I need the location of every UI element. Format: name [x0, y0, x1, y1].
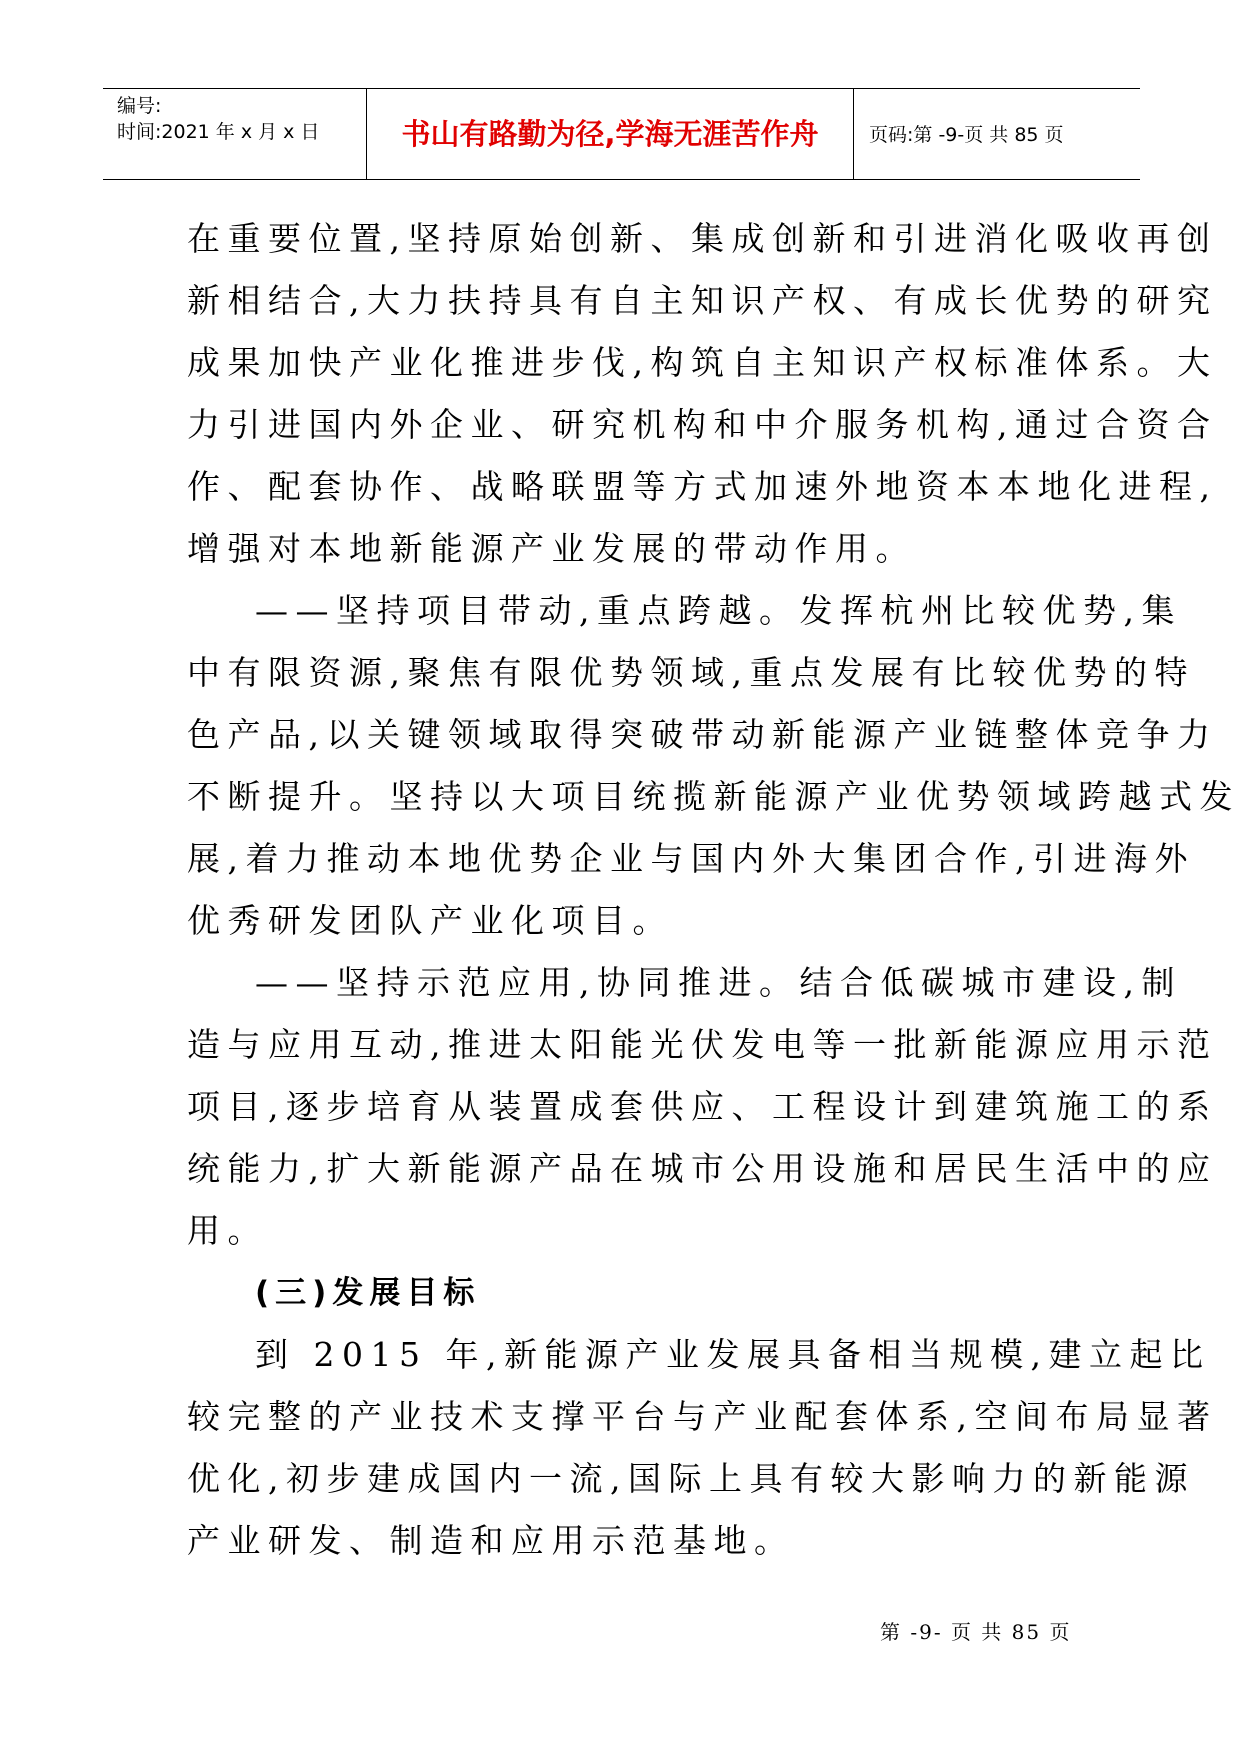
paragraph-first-line: ——坚持示范应用,协同推进。结合低碳城市建设,制 — [255, 963, 1182, 1002]
body-line: 色产品,以关键领域取得突破带动新能源产业链整体竞争力 — [187, 715, 1218, 754]
body-line: 产业研发、制造和应用示范基地。 — [187, 1521, 795, 1560]
body-line: 新相结合,大力扶持具有自主知识产权、有成长优势的研究 — [187, 281, 1218, 320]
body-line: 作、配套协作、战略联盟等方式加速外地资本本地化进程, — [187, 467, 1218, 506]
page-footer: 第 -9- 页 共 85 页 — [880, 1620, 1072, 1644]
header-meta-cell — [103, 89, 367, 179]
body-line: 力引进国内外企业、研究机构和中介服务机构,通过合资合 — [187, 405, 1218, 444]
body-line: 增强对本地新能源产业发展的带动作用。 — [187, 529, 916, 568]
paragraph-first-line: ——坚持项目带动,重点跨越。发挥杭州比较优势,集 — [255, 591, 1182, 630]
body-line: 优化,初步建成国内一流,国际上具有较大影响力的新能源 — [187, 1459, 1195, 1498]
body-line: 中有限资源,聚焦有限优势领域,重点发展有比较优势的特 — [187, 653, 1195, 692]
body-line: 造与应用互动,推进太阳能光伏发电等一批新能源应用示范 — [187, 1025, 1218, 1064]
body-line: 用。 — [187, 1211, 268, 1250]
body-line: 优秀研发团队产业化项目。 — [187, 901, 673, 940]
section-heading: (三)发展目标 — [255, 1275, 481, 1311]
page-header — [103, 88, 1140, 180]
body-line: 展,着力推动本地优势企业与国内外大集团合作,引进海外 — [187, 839, 1195, 878]
body-line: 项目,逐步培育从装置成套供应、工程设计到建筑施工的系 — [187, 1087, 1218, 1126]
document-number-label: 编号: — [117, 95, 162, 117]
body-line: 成果加快产业化推进步伐,构筑自主知识产权标准体系。大 — [187, 343, 1218, 382]
header-motto-cell — [367, 89, 854, 179]
document-body — [187, 208, 1240, 1572]
paragraph-first-line: 到 2015 年,新能源产业发展具备相当规模,建立起比 — [255, 1335, 1211, 1374]
header-page-cell — [854, 89, 1140, 179]
body-line: 不断提升。坚持以大项目统揽新能源产业优势领域跨越式发 — [187, 777, 1240, 816]
body-line: 统能力,扩大新能源产品在城市公用设施和居民生活中的应 — [187, 1149, 1218, 1188]
document-time-label: 时间:2021 年 x 月 x 日 — [117, 121, 320, 143]
body-line: 在重要位置,坚持原始创新、集成创新和引进消化吸收再创 — [187, 219, 1218, 258]
header-motto: 书山有路勤为径,学海无涯苦作舟 — [401, 117, 819, 151]
header-page-code: 页码:第 -9-页 共 85 页 — [869, 124, 1064, 146]
body-line: 较完整的产业技术支撑平台与产业配套体系,空间布局显著 — [187, 1397, 1218, 1436]
